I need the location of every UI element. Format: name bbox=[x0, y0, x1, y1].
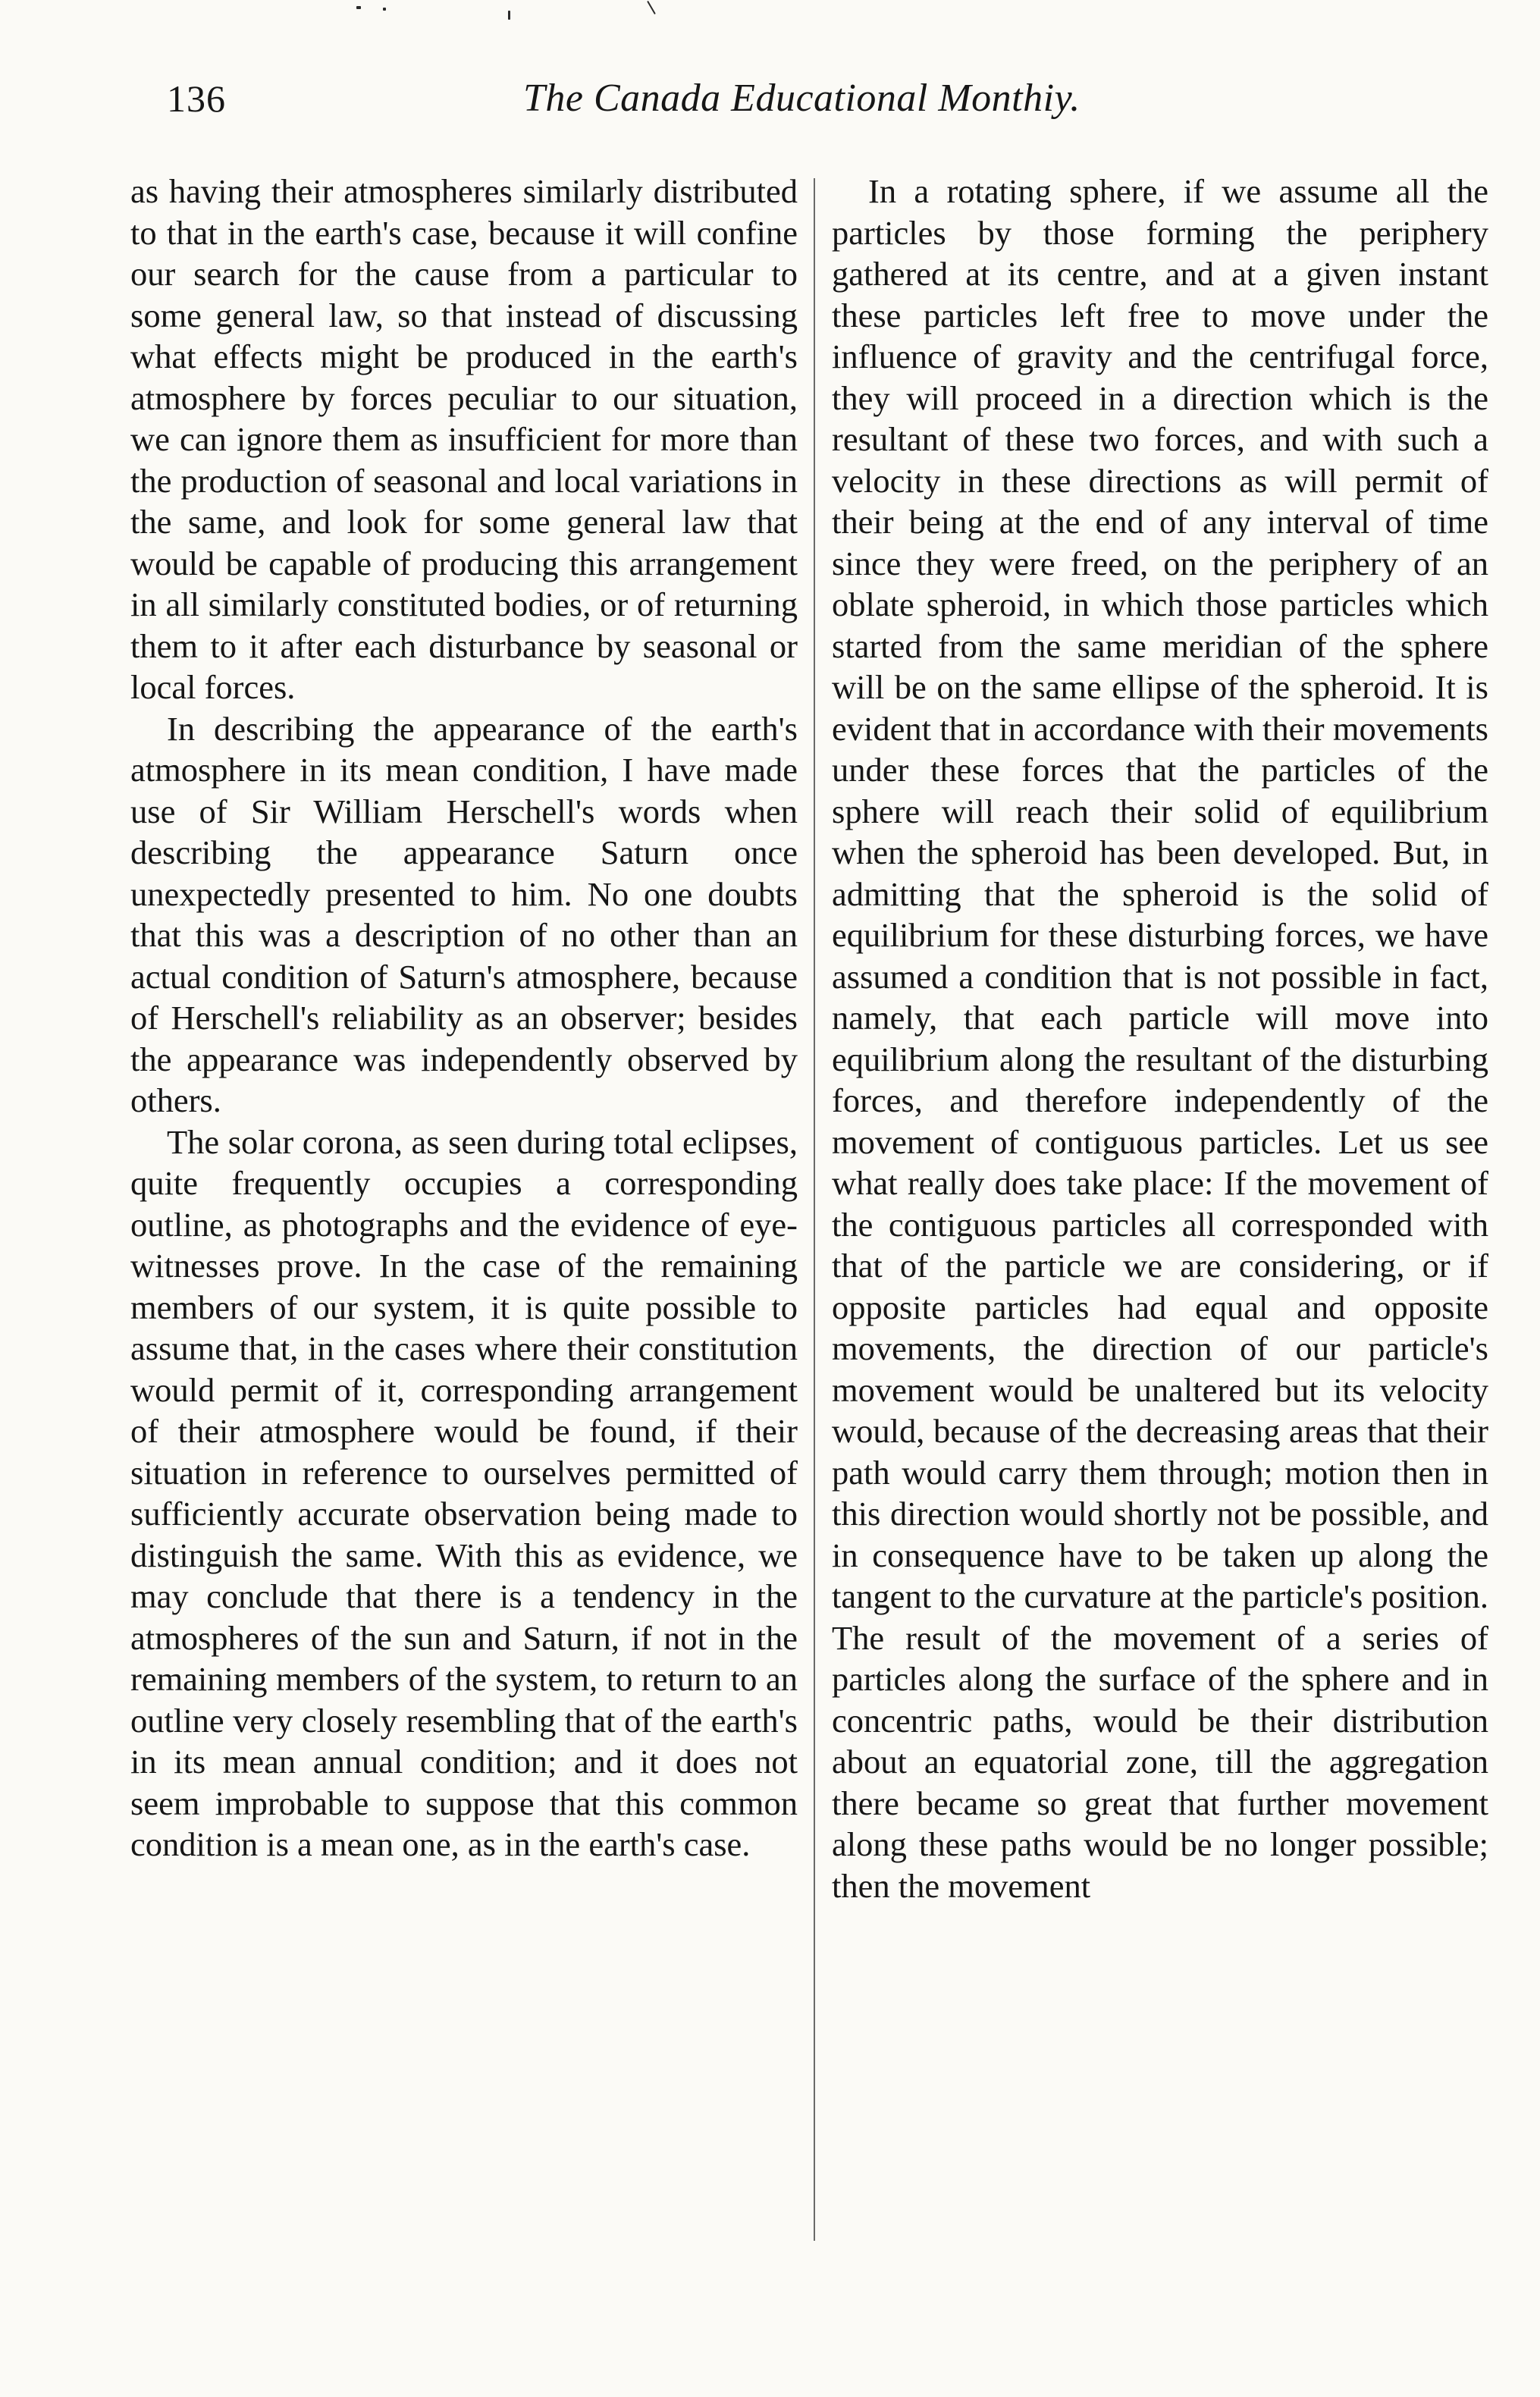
scan-speck bbox=[356, 6, 361, 9]
right-column bbox=[832, 171, 1488, 1906]
column-divider bbox=[814, 178, 815, 2241]
scan-speck bbox=[647, 1, 656, 14]
running-title: The Canada Educational Monthiy. bbox=[523, 77, 1081, 120]
left-paragraph-2: In describing the appearance of the earth's atmosphere in its mean condition, I have made use of Sir William Herschell's words when describing the appearance Saturn once unexpectedly presented to him. No one doubts that this was a description of no other than an actual condition of Saturn's atmosphere, because of Herschell's reliability as an observer; besides the appearance was independently observed by others. bbox=[130, 709, 798, 1119]
page-header bbox=[167, 76, 1486, 144]
left-paragraph-3: The solar corona, as seen during total eclipses, quite frequently occupies a corresponding outline, as photographs and the evidence of eye-witnesses prove. In the case of the remaining members of our system, it is quite possible to assume that, in the cases where their constitution would permit of it, corresponding arrangement of their atmosphere would be found, if their situation in reference to ourselves permitted of sufficiently accurate observation being made to distinguish the same. With this as evidence, we may conclude that there is a tendency in the atmospheres of the sun and Saturn, if not in the remaining members of the system, to return to an outline very closely resembling that of the earth's in its mean annual condition; and it does not seem improbable to suppose that this common condition is a mean one, as in the earth's case. bbox=[130, 1122, 798, 1863]
left-column bbox=[130, 171, 798, 1865]
right-paragraph-1: In a rotating sphere, if we assume all the particles by those forming the periphery gathered at its centre, and at a given instant these particles left free to move under the influence of gravity and the centrifugal force, they will proceed in a direction which is the resultant of these two forces, and with such a velocity in these directions as will permit of their being at the end of any interval of time since they were freed, on the periphery of an oblate spheroid, in which those particles which started from the same meridian of the sphere will be on the same ellipse of the spheroid. It is evident that in accordance with their movements under these forces that the particles of the sphere will reach their solid of equilibrium when the spheroid has been developed. But, in admitting that the spheroid is the solid of equilibrium for these disturbing forces, we have assumed a condition that is not possible in fact, namely, that each particle will move into equilibrium along the resultant of the disturbing forces, and therefore independently of the movement of contiguous particles. Let us see what really does take place: If the movement of the contiguous particles all corresponded with that of the particle we are considering, or if opposite particles had equal and opposite movements, the direction of our particle's movement would be unaltered but its velocity would, because of the decreasing areas that their path would carry them through; motion then in this direction would shortly not be possible, and in consequence have to be taken up along the tangent to the curvature at the particle's position. The result of the movement of a series of particles along the surface of the sphere and in concentric paths, would be their distribution about an equatorial zone, till the aggregation there became so great that further movement along these paths would be no longer possible; then the movement bbox=[832, 172, 1488, 1905]
scan-speck bbox=[383, 8, 386, 11]
page-number: 136 bbox=[167, 77, 226, 120]
left-paragraph-1: as having their atmospheres similarly distributed to that in the earth's case, because it will confine our search for the cause from a particular to some general law, so that instead of discussing what effects might be produced in the earth's atmosphere by forces peculiar to our situation, we can ignore them as insufficient for more than the production of seasonal and local variations in the same, and look for some general law that would be capable of producing this arrangement in all similarly constituted bodies, or of returning them to it after each disturbance by seasonal or local forces. bbox=[130, 172, 798, 706]
scan-speck bbox=[508, 11, 510, 20]
